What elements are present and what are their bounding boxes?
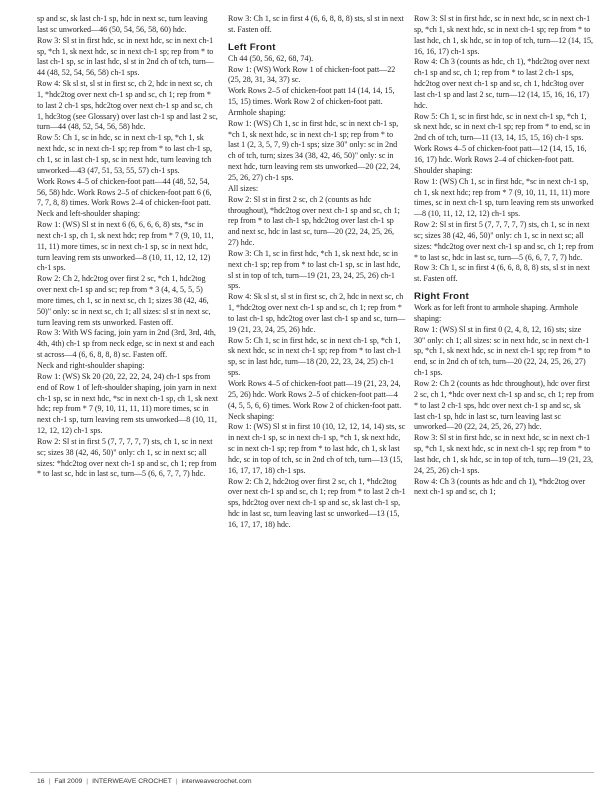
instruction-paragraph: Row 4: Ch 3 (counts as hdc, ch 1), *hdc2tog over next ch-1 sp and sc, ch 1; rep from * to last 2 ch-1 sps, hdc2tog over next ch-1 sp and sc, ch 1, hdc3tog over last ch-1 sp and last 2 sc, turn—12 (14, 15, 16, 16, 17) hdc. <box>414 57 590 110</box>
instruction-paragraph: Row 5: Ch 1, sc in first hdc, sc in next ch-1 sp, *ch 1, sk next hdc, sc in next ch-1 sp; rep from * to end, sc in 2nd ch of tch, turn—11 (13, 14, 15, 15, 16) ch-1 sps. <box>414 111 591 143</box>
footer-separator: | <box>175 778 178 785</box>
instruction-paragraph: Row 2: Ch 2, hdc2tog over first 2 sc, ch 1, *hdc2tog over next ch-1 sp and sc, ch 1; rep from * to last 2 ch-1 sps, hdc2tog over next ch-1 sp and sc, sk last ch-1 sp, hdc in last sc, turn leaving last sc unworked—13 (15, 16, 17, 17, 18) hdc. <box>228 476 406 529</box>
instruction-paragraph: Row 5: Ch 1, sc in first hdc, sc in next ch-1 sp, *ch 1, sk next hdc, sc in next ch-1 sp; rep from * to last ch-1 sp, sc in last hdc, turn—18 (20, 22, 23, 24, 25) ch-1 sps. <box>228 335 401 378</box>
text-column-3 <box>414 14 594 498</box>
text-column-2 <box>228 14 406 531</box>
instruction-paragraph: Row 3: With WS facing, join yarn in 2nd (3rd, 3rd, 4th, 4th, 4th) ch-1 sp from neck edge, sc in next st and each st across—4 (6, 6, 8, 8, 8) sc. Fasten off. <box>37 328 216 360</box>
instruction-paragraph: Row 1: (WS) Work Row 1 of chicken-foot patt—22 (25, 28, 31, 34, 37) sc. <box>228 64 396 85</box>
footer-separator: | <box>48 778 51 785</box>
instruction-paragraph: sp and sc, sk last ch-1 sp, hdc in next sc, turn leaving last sc unworked—46 (50, 54, 56, 58, 60) hdc. <box>37 14 208 34</box>
instruction-paragraph: Row 4: Sk sl st, sl st in first sc, ch 2, hdc in next sc, ch 1, *hdc2tog over next ch-1 sp and sc, ch 1; rep from * to last 2 ch-1 sps, hdc2tog over next ch-1 sp and sc, ch 1, hdc3tog (see Glossary) over last ch-1 sp and last 2 sc, turn—44 (48, 52, 54, 56, 58) hdc. <box>37 79 218 132</box>
instruction-paragraph: Row 3: Ch 1, sc in first hdc, *ch 1, sk next hdc, sc in next ch-1 sp; rep from * to last ch-1 sp, sc in last hdc, sl st in top of tch, turn—19 (21, 23, 24, 25, 26) ch-1 sps. <box>228 248 401 291</box>
instruction-paragraph: Work Rows 4–5 of chicken-foot patt—19 (21, 23, 24, 25, 26) hdc. Work Rows 2–5 of chicken-foot patt—4 (4, 5, 5, 6, 6) times. Work Row 2 of chicken-foot patt. Neck shaping: <box>228 379 402 421</box>
instruction-paragraph: Row 3: Ch 1, sc in first 4 (6, 6, 8, 8, 8) sts, sl st in next st. Fasten off. <box>414 263 590 284</box>
instruction-paragraph: Row 1: (WS) Sl st in next 6 (6, 6, 6, 6, 8) sts, *sc in next ch-1 sp, ch 1, sk next hdc; rep from * 7 (9, 10, 11, 11, 11) more times, sc in next ch-1 sp, sc in next hdc, turn leaving rem sts unworked—8 (10, 11, 12, 12, 12) ch-1 sps. <box>37 220 214 273</box>
instruction-paragraph: Row 2: Sl st in first 2 sc, ch 2 (counts as hdc throughout), *hdc2tog over next ch-1 sp and sc, ch 1; rep from * to last ch-1 sp, hdc2tog over last ch-1 sp and next sc, hdc in last sc, turn—20 (22, 24, 25, 26, 27) hdc. <box>228 194 400 248</box>
instruction-paragraph: Row 2: Sl st in first 5 (7, 7, 7, 7, 7) sts, ch 1, sc in next sc; sizes 38 (42, 46, 50)" only: ch 1, sc in next sc; all sizes: *hdc2tog over next ch-1 sp and sc, ch 1; rep from * to last sc, hdc in last sc, turn—5 (6, 6, 7, 7, 7) hdc. <box>37 436 217 479</box>
instruction-paragraph: Work Rows 4–5 of chicken-foot patt—12 (14, 15, 16, 16, 17) hdc. Work Rows 2–4 of chicken-foot patt. Shoulder shaping: <box>414 144 587 175</box>
instruction-paragraph: All sizes: <box>228 183 259 193</box>
instruction-paragraph: Row 1: (WS) Ch 1, sc in first hdc, sc in next ch-1 sp, *ch 1, sk next hdc, sc in next ch-1 sp; rep from * to last 1 (2, 3, 5, 7, 9) ch-1 sps; size 30" only: sc in 2nd ch of tch, turn; sizes 34 (38, 42, 46, 50)" only: sc in next hdc, turn leaving rem sts unworked—20 (22, 24, 25, 26, 27) ch-1 sps. <box>228 118 401 182</box>
instruction-paragraph: Ch 44 (50, 56, 62, 68, 74). <box>228 53 314 63</box>
instruction-paragraph: Work as for left front to armhole shaping. Armhole shaping: <box>414 303 579 323</box>
instruction-paragraph: Row 2: Ch 2, hdc2tog over first 2 sc, *ch 1, hdc2tog over next ch-1 sp and sc; rep from * 3 (4, 4, 5, 5, 5) more times, ch 1, sc in next sc, ch 1; sizes 38 (42, 46, 50)" only: sc in next sc, ch 1; all sizes: sl st in next sc, turn leaving rem sts unworked. Fasten off. <box>37 274 211 327</box>
footer-rule <box>30 772 594 773</box>
section-heading: Left Front <box>228 41 276 53</box>
text-column-1 <box>37 14 219 480</box>
section-heading: Right Front <box>414 291 469 303</box>
instruction-paragraph: Work Rows 2–5 of chicken-foot patt 14 (14, 14, 15, 15, 15) times. Work Row 2 of chicken-foot patt. Armhole shaping: <box>228 86 395 117</box>
publication-name: INTERWEAVE CROCHET <box>92 778 172 785</box>
footer-separator: | <box>86 778 89 785</box>
instruction-paragraph: Row 3: Sl st in first hdc, sc in next hdc, sc in next ch-1 sp, *ch 1, sk next hdc, sc in next ch-1 sp; rep from * to last hdc, ch 1, sk hdc, sc in top of tch, turn—19 (21, 23, 24, 25, 26) ch-1 sps. <box>414 433 594 475</box>
instruction-paragraph: Work Rows 4–5 of chicken-foot patt—44 (48, 52, 54, 56, 58) hdc. Work Rows 2–5 of chicken-foot patt 6 (6, 7, 7, 8, 8) times. Work Rows 2–4 of chicken-foot patt. Neck and left-shoulder shaping: <box>37 176 212 219</box>
instruction-paragraph: Row 2: Ch 2 (counts as hdc throughout), hdc over first 2 sc, ch 1, *hdc over next ch-1 sp and sc, ch 1; rep from * to last 2 ch-1 sps, hdc over next ch-1 sp and sc, sk last ch-1 sp, hdc in last sc, turn leaving last sc unworked—20 (22, 24, 25, 26, 27) hdc. <box>414 379 594 432</box>
page-footer <box>37 778 252 785</box>
instruction-paragraph: Row 2: Sl st in first 5 (7, 7, 7, 7, 7) sts, ch 1, sc in next sc; sizes 38 (42, 46, 50)" only: ch 1, sc in next sc; all sizes: *hdc2tog over next ch-1 sp and sc, ch 1; rep from * to last sc, hdc in last sc, turn—5 (6, 6, 7, 7, 7) hdc. <box>414 220 594 262</box>
instruction-paragraph: Row 1: (WS) Sl st in first 10 (10, 12, 12, 14, 14) sts, sc in next ch-1 sp, sc in next ch-1 sp, *ch 1, sk next hdc, sc in next ch-1 sp; rep from * to last hdc, ch 1, sk last hdc, sc in top of tch, sc in 2nd ch of tch, turn—13 (15, 16, 17, 17, 18) ch-1 sps. <box>228 422 406 475</box>
instruction-paragraph: Row 3: Sl st in first hdc, sc in next hdc, sc in next ch-1 sp, *ch 1, sk next hdc, sc in next ch-1 sp; rep from * to last hdc, ch 1, sk hdc, sc in top of tch, turn—12 (14, 15, 16, 16, 17) ch-1 sps. <box>414 14 594 56</box>
page-number: 16 <box>37 778 45 785</box>
instruction-paragraph: Row 3: Ch 1, sc in first 4 (6, 6, 8, 8, 8) sts, sl st in next st. Fasten off. <box>228 14 404 34</box>
instruction-paragraph: Row 1: (WS) Sk 20 (20, 22, 22, 24, 24) ch-1 sps from end of Row 1 of left-shoulder shaping, join yarn in next ch-1 sp, sc in next hdc, *sc in next ch-1 sp, ch 1, sk next hdc; rep from * 7 (9, 10, 11, 11, 11) more times, sc in next ch-1 sp, turn leaving rem sts unworked—8 (10, 11, 12, 12, 12) ch-1 sps. <box>37 371 219 436</box>
website-link[interactable]: interweavecrochet.com <box>181 778 252 785</box>
instruction-paragraph: Row 1: (WS) Ch 1, sc in first hdc, *sc in next ch-1 sp, ch 1, sk next hdc; rep from * 7 (9, 10, 11, 11, 11) more times, sc in next ch-1 sp, turn leaving rem sts unworked—8 (10, 11, 12, 12, 12) ch-1 sps. <box>414 176 594 219</box>
instruction-paragraph: Row 1: (WS) Sl st in first 0 (2, 4, 8, 12, 16) sts; size 30" only: ch 1; all sizes: sc in next hdc, sc in next ch-1 sp, *ch 1, sk next hdc, sc in next ch-1 sp; rep from * to end, sc in 2nd ch of tch, turn—20 (22, 24, 25, 26, 27) ch-1 sps. <box>414 324 591 378</box>
instruction-paragraph: Neck and right-shoulder shaping: <box>37 361 145 370</box>
instruction-paragraph: Row 4: Ch 3 (counts as hdc and ch 1), *hdc2tog over next ch-1 sp and sc, ch 1; <box>414 476 586 497</box>
instruction-paragraph: Row 5: Ch 1, sc in hdc, sc in next ch-1 sp, *ch 1, sk next hdc, sc in next ch-1 sp; rep from * to last ch-1 sp, ch 1, sc in last ch-1 sp, sc in next hdc, turn leaving tch unworked—43 (47, 51, 53, 55, 57) ch-1 sps. <box>37 133 212 175</box>
instruction-paragraph: Row 3: Sl st in first hdc, sc in next hdc, sc in next ch-1 sp, *ch 1, sk next hdc, sc in next ch-1 sp; rep from * to last ch-1 sp, sc in last hdc, sl st in 2nd ch of tch, turn—44 (48, 52, 54, 56, 58) ch-1 sps. <box>37 35 214 78</box>
instruction-paragraph: Row 4: Sk sl st, sl st in first sc, ch 2, hdc in next sc, ch 1, *hdc2tog over next ch-1 sp and sc, ch 1; rep from * to last ch-1 sp, hdc2tog over last ch-1 sp and sc, turn—19 (21, 23, 24, 25, 26) hdc. <box>228 292 406 334</box>
issue-label: Fall 2009 <box>54 778 83 785</box>
